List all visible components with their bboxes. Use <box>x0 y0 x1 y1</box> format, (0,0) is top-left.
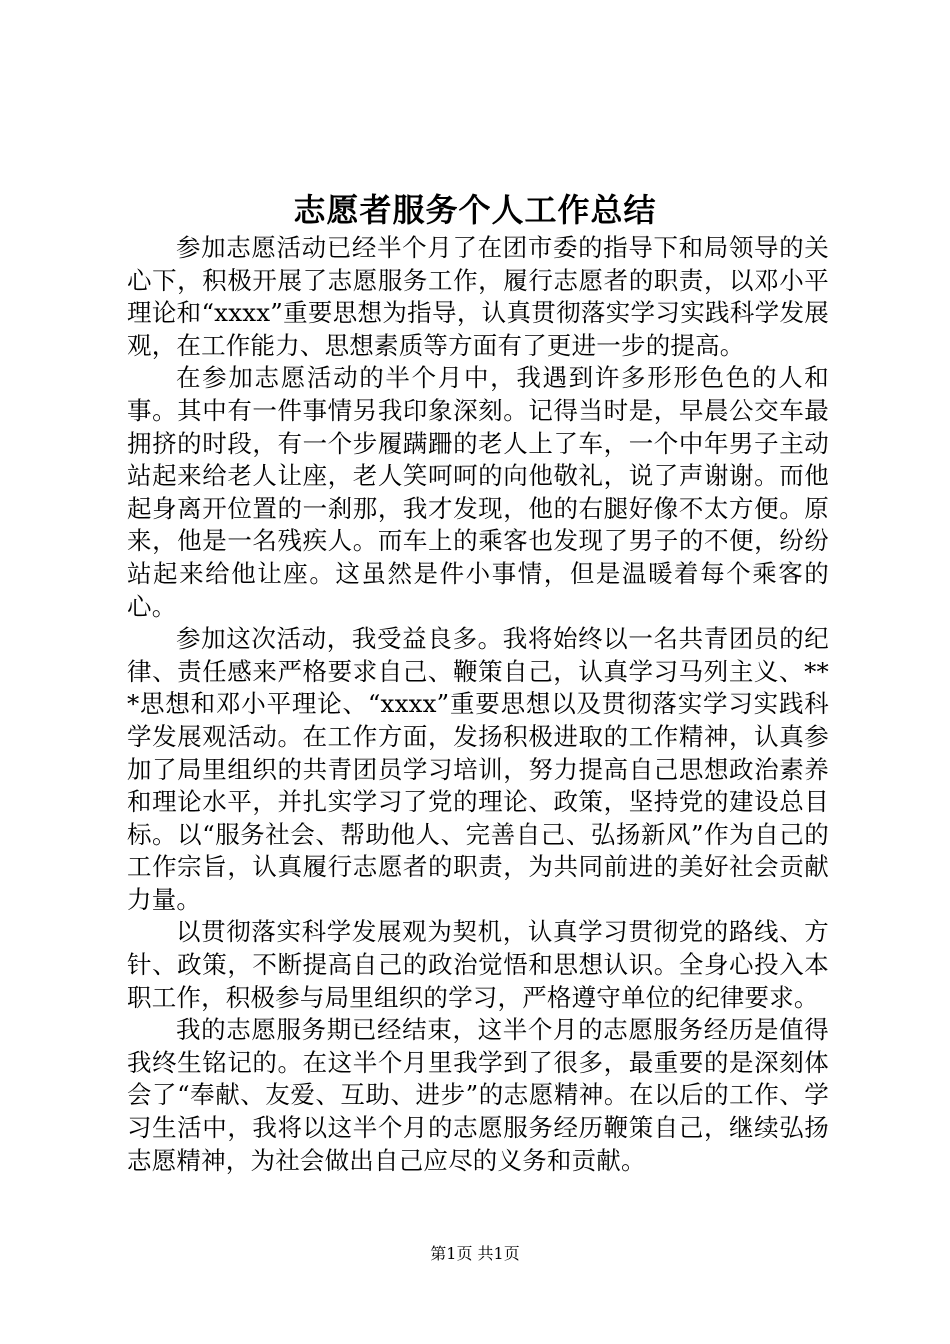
paragraph-2: 在参加志愿活动的半个月中，我遇到许多形形色色的人和事。其中有一件事情另我印象深刻。记得当时是，早晨公交车最拥挤的时段，有一个步履蹒跚的老人上了车，一个中年男子主动站起来给老人让座，老人笑呵呵的向他敬礼，说了声谢谢。而他起身离开位置的一刹那，我才发现，他的右腿好像不太方便。原来，他是一名残疾人。而车上的乘客也发现了男子的不便，纷纷站起来给他让座。这虽然是件小事情，但是温暖着每个乘客的心。 <box>127 363 829 621</box>
paragraph-4: 以贯彻落实科学发展观为契机，认真学习贯彻党的路线、方针、政策，不断提高自己的政治觉悟和思想认识。全身心投入本职工作，积极参与局里组织的学习，严格遵守单位的纪律要求。 <box>127 917 829 1012</box>
document-body <box>127 232 829 1177</box>
paragraph-5: 我的志愿服务期已经结束，这半个月的志愿服务经历是值得我终生铭记的。在这半个月里我学到了很多，最重要的是深刻体会了“奉献、友爱、互助、进步”的志愿精神。在以后的工作、学习生活中，我将以这半个月的志愿服务经历鞭策自己，继续弘扬志愿精神，为社会做出自己应尽的义务和贡献。 <box>127 1015 829 1175</box>
paragraph-1: 参加志愿活动已经半个月了在团市委的指导下和局领导的关心下，积极开展了志愿服务工作，履行志愿者的职责，以邓小平理论和“xxxx”重要思想为指导，认真贯彻落实学习实践科学发展观，在工作能力、思想素质等方面有了更进一步的提高。 <box>127 233 829 360</box>
paragraph-3: 参加这次活动，我受益良多。我将始终以一名共青团员的纪律、责任感来严格要求自己、鞭策自己，认真学习马列主义、***思想和邓小平理论、“xxxx”重要思想以及贯彻落实学习实践科学发展观活动。在工作方面，发扬积极进取的工作精神，认真参加了局里组织的共青团员学习培训，努力提高自己思想政治素养和理论水平，并扎实学习了党的理论、政策，坚持党的建设总目标。以“服务社会、帮助他人、完善自己、弘扬新风”作为自己的工作宗旨，认真履行志愿者的职责，为共同前进的美好社会贡献力量。 <box>127 624 829 914</box>
document-title: 志愿者服务个人工作总结 <box>293 191 657 229</box>
page-footer: 第1页 共1页 <box>430 1244 520 1263</box>
